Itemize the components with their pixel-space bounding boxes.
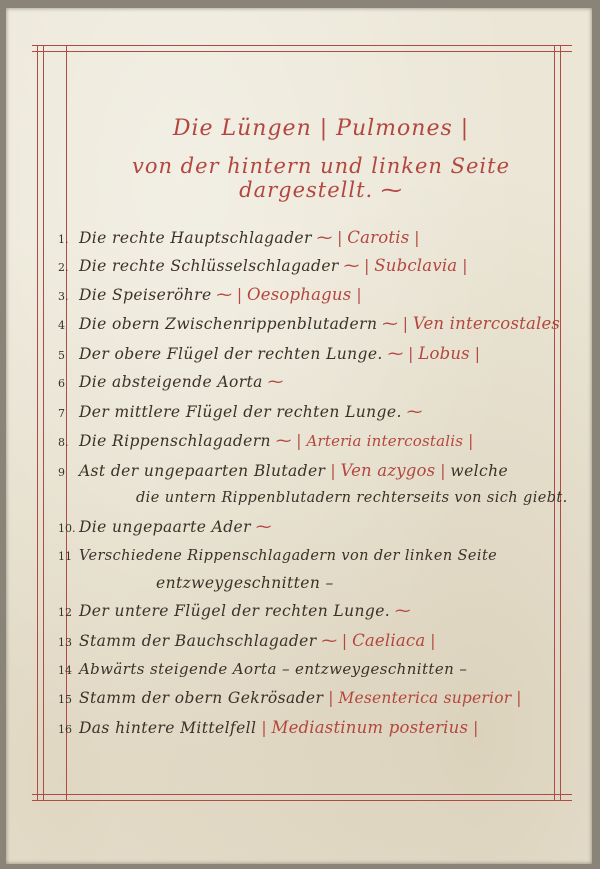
list-item: 3. Die Speiseröhre ⁓ | Oesophagus |: [58, 285, 362, 304]
list-item: 6 Die absteigende Aorta ⁓: [58, 373, 284, 391]
list-item: 1. Die rechte Hauptschlagader ⁓ | Carotis |: [58, 228, 420, 247]
frame-top-rule-outer: [32, 45, 572, 46]
frame-bottom-rule-outer: [32, 800, 572, 801]
title-line-1: Die Lüngen | Pulmones |: [172, 116, 470, 141]
list-item: 5 Der obere Flügel der rechten Lunge. ⁓ | Lobus |: [58, 344, 481, 363]
list-item: 7 Der mittlere Flügel der rechten Lunge. ⁓: [58, 403, 423, 421]
list-item: 15 Stamm der obern Gekrösader | Mesenterica superior |: [58, 689, 522, 707]
list-item: 16 Das hintere Mittelfell | Mediastinum posterius |: [58, 718, 479, 737]
frame-bottom-rule-inner: [32, 794, 572, 795]
title-line-2: von der hintern und linken Seite dargestellt. ⁓: [131, 154, 511, 202]
list-item: 8. Die Rippenschlagadern ⁓ | Arteria intercostalis |: [58, 432, 474, 450]
list-item: 11 Verschiedene Rippenschlagadern von der linken Seite: [58, 548, 498, 564]
list-item: 9 Ast der ungepaarten Blutader | Ven azygos | welche: [58, 461, 509, 480]
list-item: 13 Stamm der Bauchschlagader ⁓ | Caeliaca |: [58, 631, 436, 650]
frame-left-rule-outer: [37, 45, 38, 801]
list-item-continuation: die untern Rippenblutadern rechterseits von sich giebt.: [136, 490, 568, 506]
list-item: 12 Der untere Flügel der rechten Lunge. ⁓: [58, 602, 411, 620]
paper-sheet: [6, 8, 592, 864]
title-latin: Pulmones: [336, 116, 453, 141]
list-item-continuation: entzweygeschnitten –: [156, 574, 334, 592]
frame-left-rule-inner: [43, 45, 44, 801]
title-german: Die Lüngen: [172, 116, 312, 141]
frame-top-rule-inner: [32, 51, 572, 52]
list-item: 10. Die ungepaarte Ader ⁓: [58, 518, 272, 536]
title-subtitle: von der hintern und linken Seite dargestellt.: [131, 154, 511, 202]
list-item: 14 Abwärts steigende Aorta – entzweygeschnitten –: [58, 660, 468, 678]
list-item: 2. Die rechte Schlüsselschlagader ⁓ | Subclavia |: [58, 256, 468, 275]
list-item: 4 Die obern Zwischenrippenblutadern ⁓ | Ven intercostales: [58, 314, 561, 333]
